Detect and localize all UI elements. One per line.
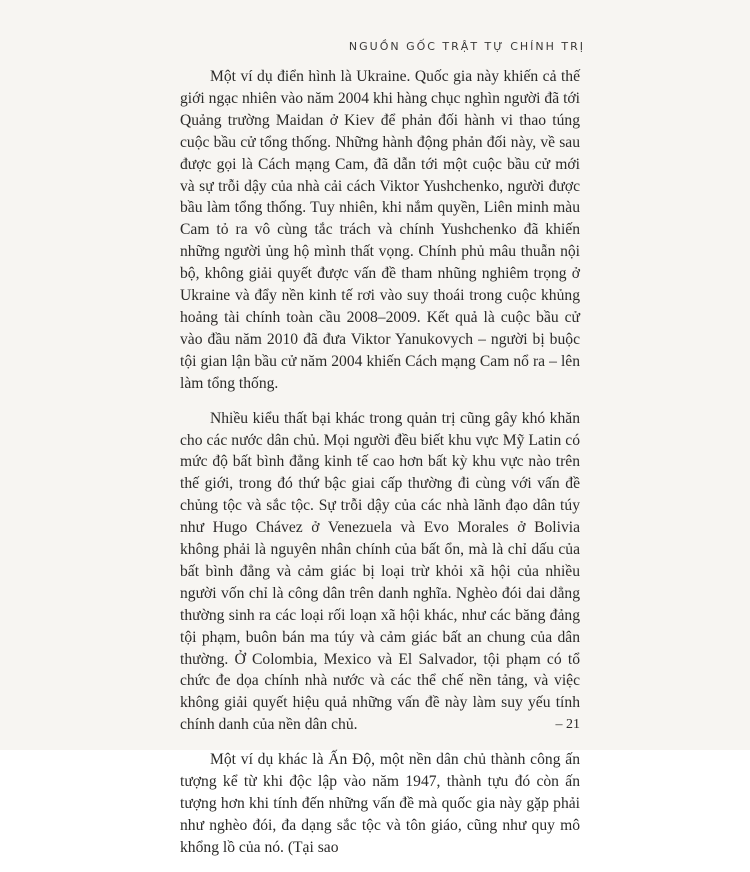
paragraph-ukraine: Một ví dụ điển hình là Ukraine. Quốc gia này khiến cả thế giới ngạc nhiên vào năm 2004 khi hàng chục nghìn người đã tới Quảng trường Maidan ở Kiev để phản đối hành vi thao túng cuộc bầu cử tổng thống. Những hành động phản đối này, về sau được gọi là Cách mạng Cam, đã dẫn tới một cuộc bầu cử mới và sự trỗi dậy của nhà cải cách Viktor Yushchenko, người được bầu làm tổng thống. Tuy nhiên, khi nắm quyền, Liên minh màu Cam tỏ ra vô cùng tắc trách và chính Yushchenko đã khiến những người ủng hộ mình thất vọng. Chính phủ mâu thuẫn nội bộ, không giải quyết được vấn đề tham nhũng nghiêm trọng ở Ukraine và đẩy nền kinh tế rơi vào suy thoái trong cuộc khủng hoảng tài chính toàn cầu 2008–2009. Kết quả là cuộc bầu cử vào đầu năm 2010 đã đưa Viktor Yanukovych – người bị buộc tội gian lận bầu cử năm 2004 khiến Cách mạng Cam nổ ra – lên làm tổng thống.	[180, 68, 580, 392]
running-header: NGUỒN GỐC TRẬT TỰ CHÍNH TRỊ	[348, 40, 585, 53]
page-number: – 21	[555, 717, 580, 732]
paragraph-india: Một ví dụ khác là Ấn Độ, một nền dân chủ thành công ấn tượng kể từ khi độc lập vào năm 1947, thành tựu đó còn ấn tượng hơn khi tính đến những vấn đề mà quốc gia này gặp phải như nghèo đói, đa dạng sắc tộc và tôn giáo, cũng như quy mô khổng lồ của nó. (Tại sao	[180, 751, 580, 856]
body-text	[180, 66, 580, 872]
paragraph-latin-america: Nhiều kiểu thất bại khác trong quản trị cũng gây khó khăn cho các nước dân chủ. Mọi người đều biết khu vực Mỹ Latin có mức độ bất bình đẳng kinh tế cao hơn bất kỳ khu vực nào trên thế giới, trong đó thứ bậc giai cấp thường đi cùng với vấn đề chủng tộc và sắc tộc. Sự trỗi dậy của các nhà lãnh đạo dân túy như Hugo Chávez ở Venezuela và Evo Morales ở Bolivia không phải là nguyên nhân chính của bất ổn, mà là chỉ dấu của bất bình đẳng và cảm giác bị loại trừ khỏi xã hội của nhiều người vốn chỉ là công dân trên danh nghĩa. Nghèo đói dai dẳng thường sinh ra các loại rối loạn xã hội khác, như các băng đảng tội phạm, buôn bán ma túy và cảm giác bất an chung của dân thường. Ở Colombia, Mexico và El Salvador, tội phạm có tổ chức đe dọa chính nhà nước và các thể chế nền tảng, và việc không giải quyết hiệu quả những vấn đề này làm suy yếu tính chính danh của nền dân chủ.	[180, 409, 580, 734]
